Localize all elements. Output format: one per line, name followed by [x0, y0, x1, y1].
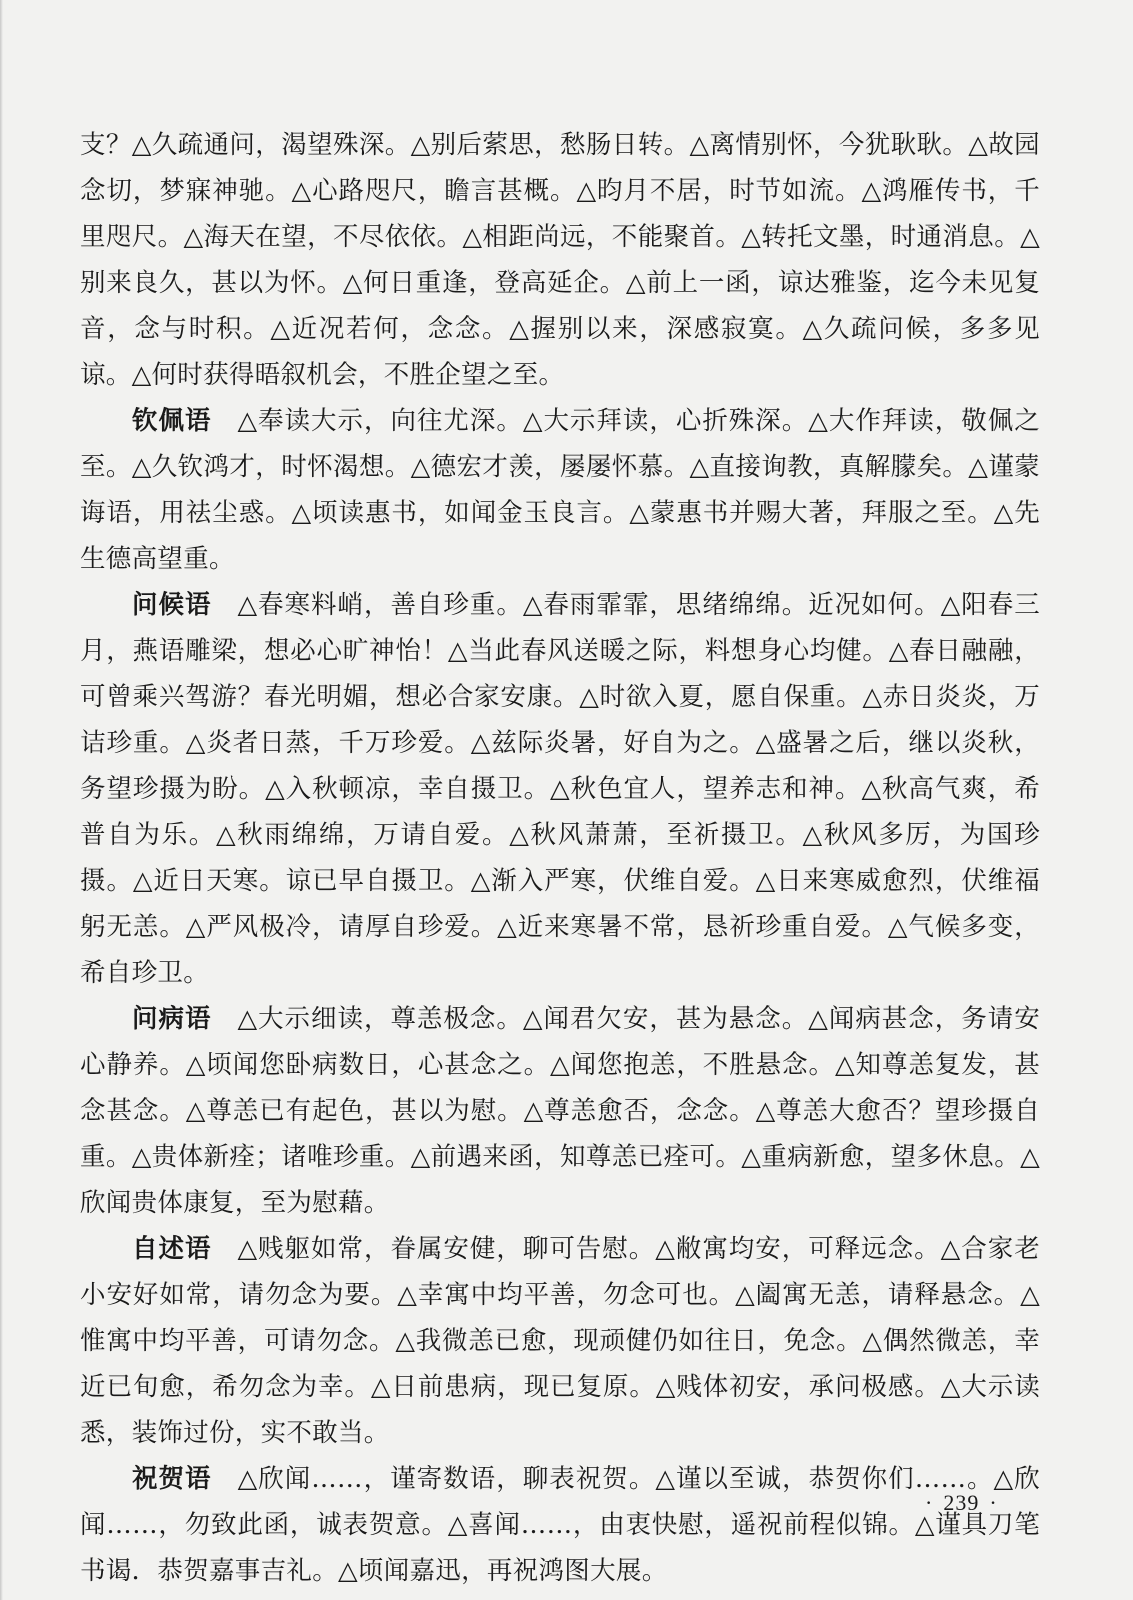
paragraph-text: △春寒料峭，善自珍重。△春雨霏霏，思绪绵绵。近况如何。△阳春三月，燕语雕梁，想必心旷神怡！△当此春风送暖之际，料想身心均健。△春日融融，可曾乘兴驾游？春光明媚，想必合家安康。△时欲入夏，愿自保重。△赤日炎炎，万诘珍重。△炎者日蒸，千万珍爱。△兹际炎暑，好自为之。△盛暑之后，继以炎秋，务望珍摄为盼。△入秋顿凉，幸自摄卫。△秋色宜人，望养志和神。△秋高气爽，希普自为乐。△秋雨绵绵，万请自爱。△秋风萧萧，至祈摄卫。△秋风多厉，为国珍摄。△近日天寒。谅已早自摄卫。△渐入严寒，伏维自爱。△日来寒威愈烈，伏维福躬无恙。△严风极冷，请厚自珍爱。△近来寒暑不常，恳祈珍重自爱。△气候多变，希自珍卫。 — [80, 590, 1040, 988]
paragraph-text: △大示细读，尊恙极念。△闻君欠安，甚为悬念。△闻病甚念，务请安心静养。△顷闻您卧病数日，心甚念之。△闻您抱恙，不胜悬念。△知尊恙复发，甚念甚念。△尊恙已有起色，甚以为慰。△尊恙愈否，念念。△尊恙大愈否？望珍摄自重。△贵体新痊；诸唯珍重。△前遇来函，知尊恙已痊可。△重病新愈，望多休息。△欣闻贵体康复，至为慰藉。 — [80, 1004, 1040, 1218]
section-heading-greetings: 问候语 — [132, 590, 212, 620]
section-heading-congratulations: 祝贺语 — [132, 1464, 212, 1494]
paragraph-self-report — [80, 1226, 1040, 1456]
paragraph-text: 支？△久疏通问，渴望殊深。△别后萦思，愁肠日转。△离情别怀，今犹耿耿。△故园念切，梦寐神驰。△心路咫尺，瞻言甚概。△昀月不居，时节如流。△鸿雁传书，千里咫尺。△海天在望，不尽依依。△相距尚远，不能聚首。△转托文墨，时通消息。△别来良久，甚以为怀。△何日重逢，登高延企。△前上一函，谅达雅鉴，迄今未见复音，念与时积。△近况若何，念念。△握别以来，深感寂寞。△久疏问候，多多见谅。△何时获得晤叙机会，不胜企望之至。 — [80, 130, 1040, 390]
section-heading-illness: 问病语 — [132, 1004, 212, 1034]
paragraph-congratulations — [80, 1456, 1040, 1594]
page-number-value: 239 — [943, 1490, 980, 1515]
section-heading-self-report: 自述语 — [132, 1234, 212, 1264]
paragraph-illness — [80, 996, 1040, 1226]
paragraph-greetings — [80, 582, 1040, 996]
paragraph-text: △奉读大示，向往尤深。△大示拜读，心折殊深。△大作拜读，敬佩之至。△久钦鸿才，时怀渴想。△德宏才羡，屡屡怀慕。△直接询教，真解朦矣。△谨蒙诲语，用祛尘惑。△顷读惠书，如闻金玉良言。△蒙惠书并赐大著，拜服之至。△先生德高望重。 — [80, 406, 1040, 574]
section-heading-admiration: 钦佩语 — [132, 406, 212, 436]
paragraph-continued — [80, 122, 1040, 398]
page-body — [80, 122, 1040, 1594]
paragraph-text: △欣闻……，谨寄数语，聊表祝贺。△谨以至诚，恭贺你们……。△欣闻……，勿致此函，诚表贺意。△喜闻……，由衷快慰，遥祝前程似锦。△谨具刀笔书谒．恭贺嘉事吉礼。△顷闻嘉迅，再祝鸿图大展。 — [80, 1464, 1040, 1586]
page-number-dot-left: · — [925, 1490, 934, 1515]
paragraph-admiration — [80, 398, 1040, 582]
paragraph-text: △贱躯如常，眷属安健，聊可告慰。△敝寓均安，可释远念。△合家老小安好如常，请勿念为要。△幸寓中均平善，勿念可也。△阖寓无恙，请释悬念。△惟寓中均平善，可请勿念。△我微恙已愈，现顽健仍如往日，免念。△偶然微恙，幸近已旬愈，希勿念为幸。△日前患病，现已复原。△贱体初安，承问极感。△大示读悉，装饰过份，实不敢当。 — [80, 1234, 1040, 1448]
page-number-dot-right: · — [989, 1490, 998, 1515]
scan-edge-shadow — [0, 0, 3, 1600]
page-number — [915, 1490, 1008, 1516]
